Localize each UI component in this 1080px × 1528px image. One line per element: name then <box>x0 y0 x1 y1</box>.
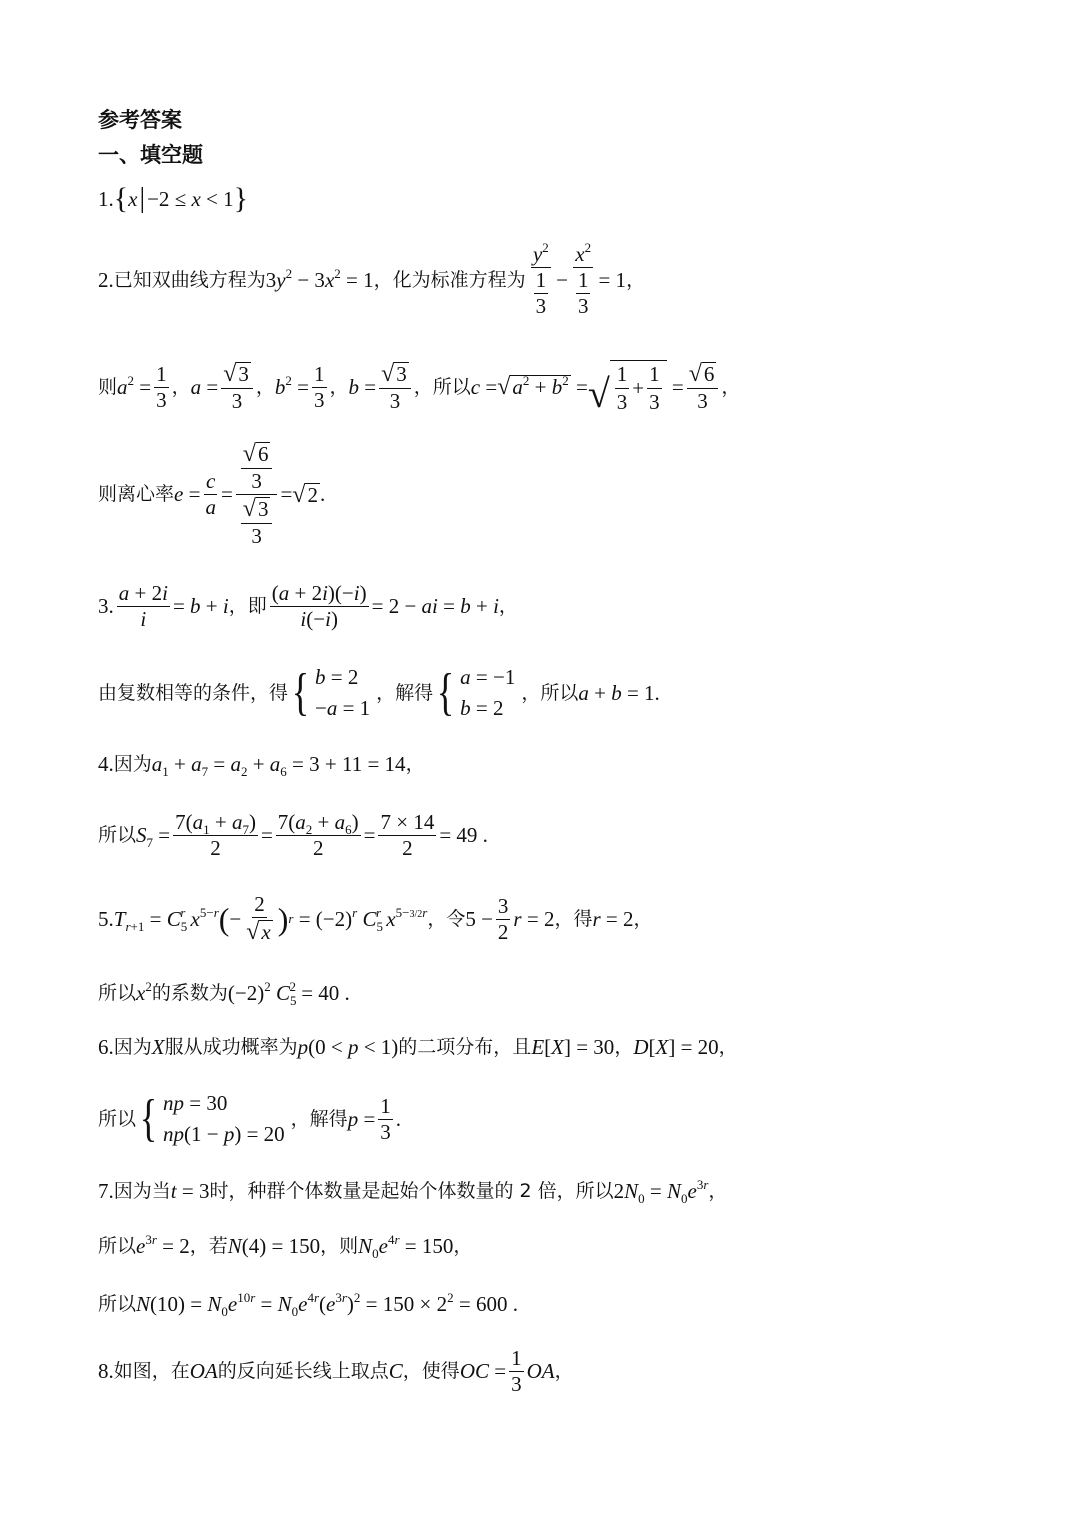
answer-text: 因为 <box>113 1036 152 1058</box>
answer-text: 所以 <box>98 1107 137 1130</box>
answer-7-line-3: 所以 $N(10) = N_0e^{10r} = N_0e^{4r}(e^{3r})^2 = 150 \times 2^2 = 600$ . <box>98 1290 518 1319</box>
answer-7-line-1: 7. 因为当 t = 3 时，种群个体数量是起始个体数量的 2 倍，所以 $2N_0 = N_0e^{3r}$ ， <box>98 1177 728 1206</box>
answer-text: ，则 <box>320 1235 359 1257</box>
answer-3-line-1: 3. $\frac{a + 2i}{i}$ = b + i ，即 $\frac{(a + 2i)(-i)}{i(-i)}$ = 2 − ai = b + i ， <box>98 581 518 631</box>
answer-8-line-1: 8. 如图，在 OA 的反向延长线上取点 C ，使得 OC = $\frac{1}{3}$ OA ， <box>98 1346 574 1396</box>
answer-text: ，使得 <box>402 1360 460 1382</box>
answer-text: 的反向延长线上取点 <box>217 1360 389 1382</box>
answer-text: 因为 <box>113 753 152 775</box>
answer-text: ，所以 <box>413 375 471 398</box>
answer-number: 3. <box>98 594 114 618</box>
answer-5-line-1: 5. $T_{r+1} = C_5^r$ $x^{5-r}$ ( − 2 √ x ) r = $(-2)^r$ $C_5^r$ $x^{5-3/2r}$ ，令 5 − $\frac{3}{2}$ r = 2 ，得 r = 2 ， <box>98 892 653 946</box>
answer-text: 所以 <box>98 1293 137 1315</box>
answer-text: ，解得 <box>290 1107 348 1130</box>
answer-number: 7. <box>98 1179 114 1203</box>
answer-text: ，所以 <box>521 681 579 704</box>
answer-text: 所以 <box>98 824 137 846</box>
answer-4-line-1: 4. 因为 $a_1 + a_7 = a_2 + a_6 = 3 + 11 = 14$ ， <box>98 752 425 779</box>
answer-text: ， <box>626 269 646 291</box>
section-heading: 一、填空题 <box>98 143 203 167</box>
answer-1: 1. { x | −2 ≤ x < 1 } <box>98 182 249 215</box>
page-heading: 参考答案 <box>98 108 182 132</box>
answer-text: ，令 <box>427 907 466 930</box>
answer-2-line-1: 2. 已知双曲线方程为 $3y^2 - 3x^2 = 1$ ，化为标准方程为 $\frac{y^2}{\frac{1}{3}}$ − $\frac{x^2}{\frac{1}{3}}$ = 1 ， <box>98 240 646 318</box>
answer-text: 已知双曲线方程为 <box>113 269 266 291</box>
answer-number: 6. <box>98 1035 114 1059</box>
answer-7-line-2: 所以 $e^{3r} = 2$ ，若 N(4) = 150 ，则 $N_0e^{4r} = 150$ ， <box>98 1232 473 1261</box>
answer-text: 所以 <box>98 1235 137 1257</box>
answer-4-line-2: 所以 $S_7$ = $\frac{7(a_1 + a_7)}{2}$ = $\frac{7(a_2 + a_6)}{2}$ = $\frac{7 \times 14}{2}$ = 49 . <box>98 810 488 860</box>
answer-number: 4. <box>98 752 114 776</box>
answer-text: ，得 <box>554 907 593 930</box>
answer-number: 5. <box>98 906 114 931</box>
answer-6-line-1: 6. 因为 X 服从成功概率为 p(0 < p < 1) 的二项分布，且 E[X] = 30 ， D[X] = 20 ， <box>98 1035 738 1059</box>
answer-text: 如图，在 <box>113 1360 190 1382</box>
answer-text: 服从成功概率为 <box>164 1036 298 1058</box>
answer-number: 8. <box>98 1359 114 1383</box>
answer-number: 2. <box>98 268 114 292</box>
answer-2-line-2: 则 $a^2$ = $\frac{1}{3}$ ， a = √ 3 3 ， $b^2$ = $\frac{1}{3}$ ， b = √ 3 3 ，所以 c = √ $a^2 + b^2$ = √ $\frac{1}{3}$ + $\frac{1}{3}$ = √ 6 3 ， <box>98 361 741 417</box>
answer-text: 则离心率 <box>98 483 175 506</box>
answer-text: 由复数相等的条件，得 <box>98 681 289 704</box>
answer-text: ，若 <box>189 1235 228 1257</box>
answer-text: 的二项分布，且 <box>398 1036 532 1058</box>
answer-text: 时，种群个体数量是起始个体数量的 2 倍，所以 <box>209 1180 614 1202</box>
answer-5-line-2: 所以 $x^2$ 的系数为 $(-2)^2$ $C_5^2 = 40$ . <box>98 979 350 1008</box>
answer-text: 的系数为 <box>151 982 228 1004</box>
answer-text: 因为当 <box>113 1180 171 1202</box>
answer-text: ，化为标准方程为 <box>373 269 526 291</box>
answer-number: 1. <box>98 186 114 211</box>
answer-2-line-3: 则离心率 e = $\frac{c}{a}$ = √ 6 3 √ 3 3 = √ 2 . <box>98 441 326 549</box>
answer-3-line-2: 由复数相等的条件，得 { b = 2 −a = 1 ，解得 { a = −1 b = 2 ，所以 a + b = 1. <box>98 664 660 721</box>
answer-text: 则 <box>98 375 118 398</box>
answer-6-line-2: 所以 { np = 30 np(1 − p) = 20 ，解得 p = $\frac{1}{3}$ . <box>98 1090 402 1147</box>
answer-text: 所以 <box>98 982 137 1004</box>
answer-text: ，即 <box>228 595 267 617</box>
answer-text: ，解得 <box>376 681 434 704</box>
